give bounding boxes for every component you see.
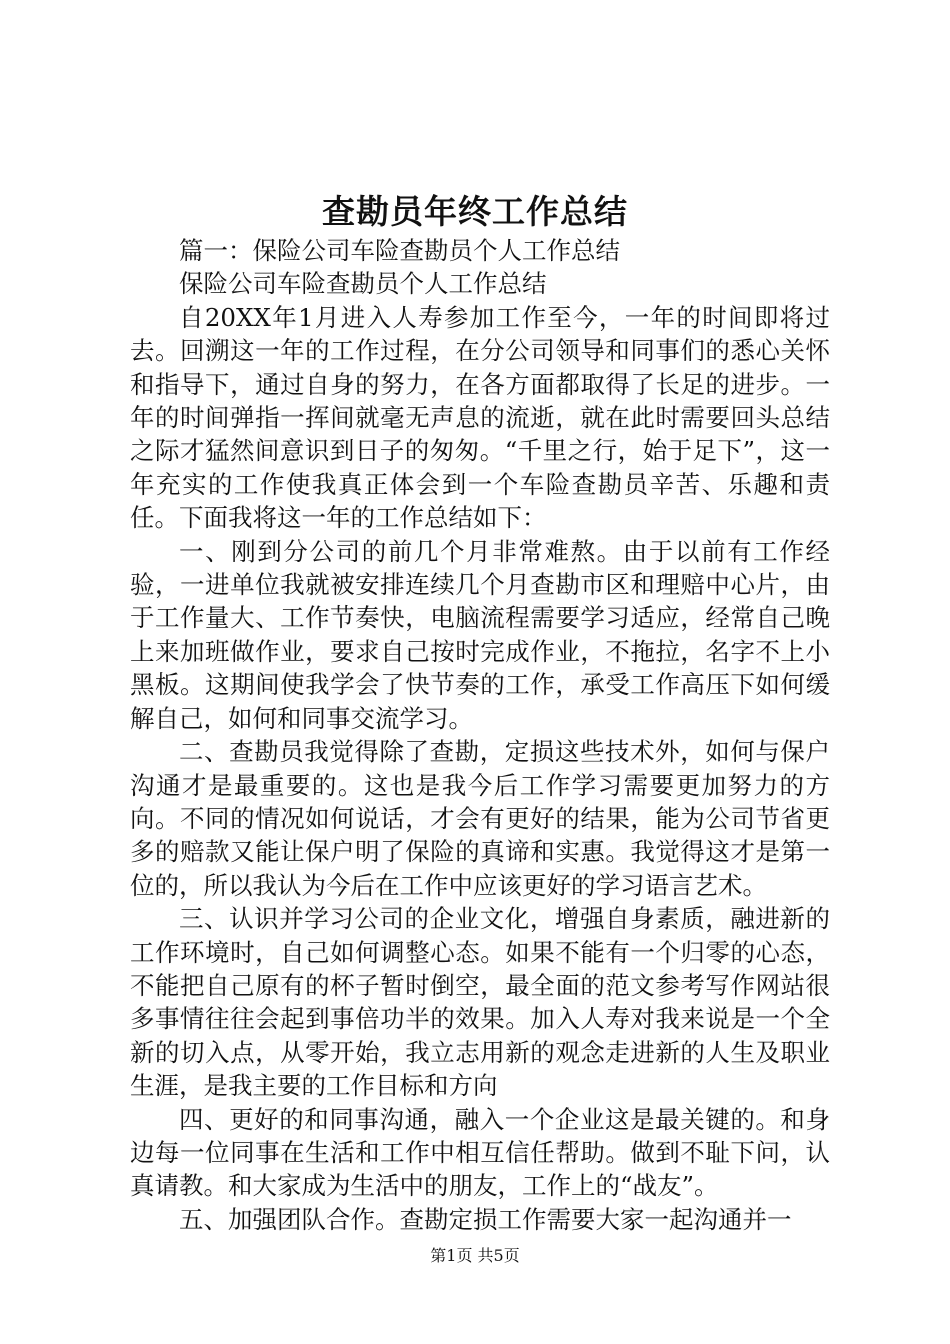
page-footer: 第1页 共5页	[430, 1246, 520, 1265]
subtitle-1: 篇一：保险公司车险查勘员个人工作总结	[179, 236, 620, 265]
paragraph-intro: 自20XX年1月进入人寿参加工作至今，一年的时间即将过去。回溯这一年的工作过程，在分公司领导和同事们的悉心关怀和指导下，通过自身的努力，在各方面都取得了长足的进步。一年的时间弹指一挥间就毫无声息的流逝，就在此时需要回头总结之际才猛然间意识到日子的匆匆。“千里之行，始于足下”，这一年充实的工作使我真正体会到一个车险查勘员辛苦、乐趣和责任。下面我将这一年的工作总结如下：	[130, 302, 830, 533]
paragraph-1: 一、刚到分公司的前几个月非常难熬。由于以前有工作经验，一进单位我就被安排连续几个月查勘市区和理赔中心片，由于工作量大、工作节奏快，电脑流程需要学习适应，经常自己晚上来加班做作业，要求自己按时完成作业，不拖拉，名字不上小黑板。这期间使我学会了快节奏的工作，承受工作高压下如何缓解自己，如何和同事交流学习。	[130, 536, 830, 733]
paragraph-4: 四、更好的和同事沟通，融入一个企业这是最关键的。和身边每一位同事在生活和工作中相互信任帮助。做到不耻下问，认真请教。和大家成为生活中的朋友，工作上的“战友”。	[130, 1104, 830, 1201]
paragraph-5: 五、加强团队合作。查勘定损工作需要大家一起沟通并一	[179, 1204, 792, 1234]
document-title: 查勘员年终工作总结	[322, 192, 628, 231]
document-body	[130, 234, 830, 1236]
subtitle-2: 保险公司车险查勘员个人工作总结	[179, 269, 547, 299]
paragraph-3: 三、认识并学习公司的企业文化，增强自身素质，融进新的工作环境时，自己如何调整心态。如果不能有一个归零的心态，不能把自己原有的杯子暂时倒空，最全面的范文参考写作网站很多事情往往会起到事倍功半的效果。加入人寿对我来说是一个全新的切入点，从零开始，我立志用新的观念走进新的人生及职业生涯，是我主要的工作目标和方向	[130, 904, 830, 1101]
paragraph-2: 二、查勘员我觉得除了查勘，定损这些技术外，如何与保户沟通才是最重要的。这也是我今后工作学习需要更加努力的方向。不同的情况如何说话，才会有更好的结果，能为公司节省更多的赔款又能让保户明了保险的真谛和实惠。我觉得这才是第一位的，所以我认为今后在工作中应该更好的学习语言艺术。	[130, 737, 830, 900]
